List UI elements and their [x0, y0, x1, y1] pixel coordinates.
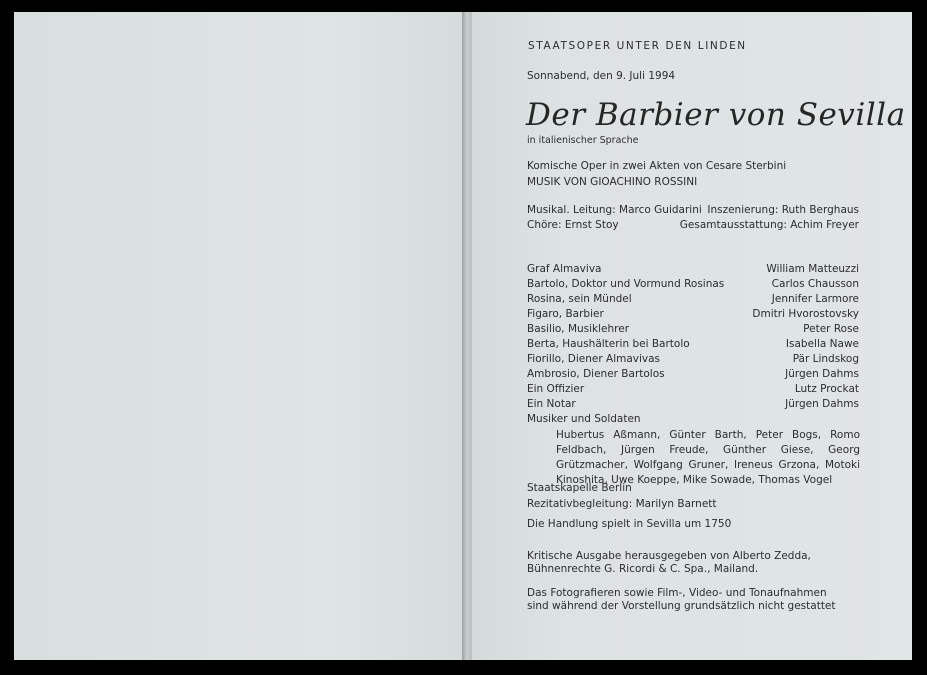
left-page: [14, 12, 462, 660]
opera-title: Der Barbier von Sevilla: [526, 97, 906, 133]
cast-singer: Isabella Nawe: [785, 338, 859, 350]
design-credit: Gesamtausstattung: Achim Freyer: [679, 219, 859, 231]
credits-row-2: [527, 218, 859, 232]
cast-role: Bartolo, Doktor und Vormund Rosinas: [527, 278, 725, 290]
cast-role: Rosina, sein Mündel: [527, 293, 632, 305]
cast-role: Figaro, Barbier: [527, 308, 604, 320]
credits-row-1: [527, 203, 859, 217]
recitative-accompaniment: Rezitativbegleitung: Marilyn Barnett: [527, 498, 717, 510]
orchestra: Staatskapelle Berlin: [527, 482, 632, 494]
cast-row: [527, 382, 859, 396]
cast-singer: Jennifer Larmore: [771, 293, 859, 305]
cast-role: Berta, Haushälterin bei Bartolo: [527, 338, 690, 350]
cast-singer: Jürgen Dahms: [785, 398, 859, 410]
chorus-credit: Chöre: Ernst Stoy: [527, 219, 619, 231]
musical-direction: Musikal. Leitung: Marco Guidarini: [527, 204, 702, 216]
cast-singer: Carlos Chausson: [771, 278, 859, 290]
cast-role: Ein Notar: [527, 398, 576, 410]
cast-singer: Lutz Prockat: [794, 383, 859, 395]
composer-line: MUSIK VON GIOACHINO ROSSINI: [527, 176, 698, 188]
genre-line: Komische Oper in zwei Akten von Cesare Sterbini: [527, 160, 787, 172]
edition-note-line-1: Kritische Ausgabe herausgegeben von Alberto Zedda,: [527, 550, 811, 562]
photo-notice-line-2: sind während der Vorstellung grundsätzlich nicht gestattet: [527, 600, 836, 612]
extras-names: Hubertus Aßmann, Günter Barth, Peter Bogs, Romo Feldbach, Jürgen Freude, Günther Giese, Georg Grützmacher, Wolfgang Gruner, Ireneus Grzona, Motoki Kinoshita, Uwe Koeppe, Mike Sowade, Thomas Vogel: [556, 429, 860, 486]
cast-singer: Peter Rose: [803, 323, 859, 335]
book-gutter: [462, 12, 472, 660]
performance-date: Sonnabend, den 9. Juli 1994: [527, 70, 676, 82]
cast-row: [527, 307, 859, 321]
cast-row: [527, 337, 859, 351]
extras-heading: Musiker und Soldaten: [527, 413, 641, 425]
cast-role: Graf Almaviva: [527, 263, 602, 275]
setting-note: Die Handlung spielt in Sevilla um 1750: [527, 518, 732, 530]
staging-credit: Inszenierung: Ruth Berghaus: [707, 204, 859, 216]
cast-row: [527, 292, 859, 306]
cast-role: Basilio, Musiklehrer: [527, 323, 630, 335]
cast-row: [527, 352, 859, 366]
cast-role: Ambrosio, Diener Bartolos: [527, 368, 665, 380]
cast-role: Ein Offizier: [527, 383, 585, 395]
cast-row: [527, 262, 859, 276]
cast-row: [527, 322, 859, 336]
cast-singer: Jürgen Dahms: [785, 368, 859, 380]
photo-notice-line-1: Das Fotografieren sowie Film-, Video- und Tonaufnahmen: [527, 587, 827, 599]
cast-row: [527, 277, 859, 291]
language-note: in italienischer Sprache: [527, 135, 639, 146]
cast-singer: Pär Lindskog: [792, 353, 859, 365]
cast-singer: William Matteuzzi: [766, 263, 859, 275]
cast-row: [527, 367, 859, 381]
cast-row: [527, 397, 859, 411]
cast-role: Fiorillo, Diener Almavivas: [527, 353, 661, 365]
edition-note-line-2: Bühnenrechte G. Ricordi & C. Spa., Mailand.: [527, 563, 759, 575]
opera-house-name: STAATSOPER UNTER DEN LINDEN: [528, 40, 747, 52]
cast-singer: Dmitri Hvorostovsky: [752, 308, 859, 320]
